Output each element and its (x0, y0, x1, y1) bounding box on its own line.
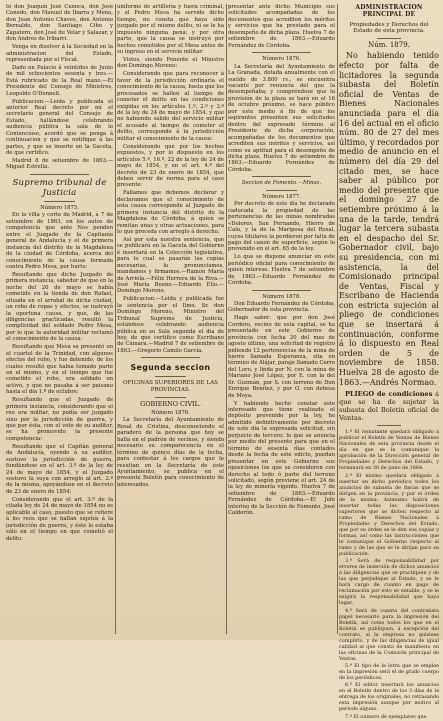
notice-number: Núm. 1879. (368, 41, 410, 49)
condition-item: 3.ª Será de responsabilidad por errores de inserción de dichos anuncios á las diligencias que se practiquen y de las que perjudique al Estado, y se le hará cargo de cuanto en pago de reclamación por esto se entable, y se le exigirá la responsabilidad que haya lugar. (339, 558, 439, 607)
paragraph: to don Joaquín José Cuenca, don José Canedo, don Manuel de Ibarra y Mena, don Juan Antonio Chaves, don Antonio Bernaldo, don Santiago Cibo y Zapatero, don José de Velar y Salazar, y don Andres de Iribarri. (6, 4, 113, 43)
pliego-title: PLIEGO de condiciones (345, 390, 433, 399)
gobierno-civil-heading: GOBIERNO CIVIL. (140, 399, 201, 408)
divider (252, 290, 311, 291)
divider (377, 38, 401, 39)
section-title-segunda-seccion: Segunda seccion (130, 363, 211, 373)
paragraph: Resultando que el Juzgado de primera instancia, considerando que el reo era militar, no podía ser juzgado sino por la jurisdicción de guerra, y que por ésta, con el voto de su auditor, se ha promovido la presente competencia: (6, 397, 113, 442)
pliego-heading (339, 391, 439, 422)
divider (252, 52, 311, 53)
paragraph: Resultando que dicho Juzgado de primera instancia, sabedor de que en la noche del 20 de mayo se había cometido en la tienda de don Rafael, situada en el arrabal de dicha ciudad, un robo de ropas y efectos, se instruyó la oportuna causa, y que, de las diligencias practicadas, resultó la complicidad del soldado Pedro Mesa, por lo que la autoridad militar reclamó el conocimiento de la causa: (6, 271, 113, 343)
administration-subheading: Propiedades y Derechos del Estado de esta provincia. (349, 21, 429, 35)
paragraph: Venga en disolver á la Sociedad en la administracion del Estado, representada por el Fiscal. (6, 44, 113, 64)
paragraph: Resultando que el Capitán general de Andalucía, oyendo á su auditor, sostuvo la jurisdicción de guerra, fundándose en el art. 3.º de la ley de 24 de mayo de 1854, y el Juzgado sostuvo la suya con arreglo al art. 2.º de la misma, apoyándose en el decreto de 23 de enero de 1854: (6, 443, 113, 495)
paragraph: Lo que se dispone anunciar en este periódico oficial para conocimiento de quien interese. Huelva 7 de setiembre de 1863.—Eduardo Fernández de Córdoba. (228, 254, 335, 287)
paragraph: Publicacion.—Leida y publicada fue la sentencia por el Ilmo. Sr. don Domingo Moreno, Ministro del Tribunal Supremo de Justicia, estándose celebrando audiencia pública en su Sala segunda el dia de hoy, de que certifico como Escribano de Cámara.—Madrid 7 de setiembre de 1863.—Gregorio Camilo García. (117, 296, 224, 354)
notice-number: Número 1875. (40, 204, 79, 211)
paragraph: Así por esta nuestra sentencia, que se publicará en la Gaceta del Gobierno é insertará en la Colección legislativa, para lo cual se pasarán las copias necesarias, lo pronunciamos, mandamos y firmamos.—Ramon María de Arriola.—Félix Herrera de la Riva.—José María Bueno.—Eduardo Elío.—Domingo Moreno. (117, 236, 224, 295)
paragraph: Considerando que para reconocer á favor de la jurisdicción ordinaria el conocimiento de la causa, basta que los procesados se hallen al tiempo de cometer el delito en las condiciones exigidas en los artículos 1.º, 2.º y 3.º de la ley de 24 de mayo de 1854, y que no habiendo salido del servicio militar el acusado al tiempo de cometer el delito, corresponde á la jurisdicción militar el conocimiento de la causa: (117, 71, 224, 142)
paragraph: En la villa y corte de Madrid, á 7 de setiembre de 1863, en los autos de competencia que ante Nos penden entre el Juzgado de la Capitanía general de Andalucía y el de primera instancia del distrito de la Magdalena de la ciudad de Córdoba, acerca del conocimiento de la causa formada contra Pedro Mesa, por hurto: (6, 212, 113, 270)
condition-item: 4.ª Será de cuenta del contratista papel necesario para la impresión del Boletín, así como todos los que en el Boletín se publiquen, á excepción del contrato, si la empresa no quisiese cumplirlo, y de las diligencias de igual calidad al que consta de manifiesto en las oficinas de la Comisión principal de Ventas. (339, 607, 439, 662)
divider (30, 174, 89, 175)
paragraph: Vistos, siendo Ponente el Ministro don Domingo Moreno: (117, 57, 224, 70)
paragraph: Considerando que el art. 3.º de la citada ley de 24 de mayo de 1854 no es aplicable al caso, puesto que se refiere á los reos que se hallan sujetos á la jurisdicción de guerra, y éste lo estaba sólo en el tiempo en que cometió el delito: (6, 496, 113, 542)
section-subtitle: OFICINAS SUPERIORES DE LAS PROVINCIAS. (123, 379, 218, 393)
column-divider (337, 4, 338, 634)
divider (155, 376, 186, 377)
divider (155, 397, 186, 398)
paragraph: Fallamos que debemos declarar y declaramos que el conocimiento de esta causa corresponde al Juzgado de primera instancia del distrito de la Magdalena de Córdoba, á quien se remitan unas y otras actuaciones, para lo que proceda con arreglo á derecho. (117, 190, 224, 235)
paragraph: Publicacion.—Leida y publicada el anterior Real decreto por mí el secretario general del Consejo de Estado, hallándose celebrando audiencia pública la sala de lo Contencioso, acordó que se ponga á continuacion y que se notifique á las partes, y que se inserte en la Gaceta, de que certifico. (6, 98, 113, 157)
notice-number: Número 1876. (262, 56, 301, 63)
paragraph: uniforme de artillería y fuera criminal, y el Pedro Mesa ha servido dicho tiempo, no consta que haya sido juzgado por el mismo delito, ni se le ha impuesto ninguna pena; y por otra parte, que la causa se instruyó por hechos cometidos por el Mesa antes de su ingreso en el servicio militar: (117, 4, 224, 56)
paragraph: Don Eduardo Fernández de Córdoba, Gobernador de esta provincia. (228, 300, 335, 314)
paragraph: Y habiendo hecho constar este interesado que tiene realizado el depósito prevenido por la ley, he admitido definitivamente por decreto de este día la expresada solicitud, sin perjuicio de tercero; lo que se anuncia por medio del presente para que en el término de sesenta días contados desde la fecha de este edicto, puedan presentar en este Gobierno sus oposiciones los que se consideren con derecho al todo ó parte del terreno solicitado, según previene el art. 24 de la ley de minería vigente. Huelva 7 de setiembre de 1863.—Eduardo Fernández de Córdoba.—El Jefe interino de la Sección de Fomento, José Calderón. (228, 400, 335, 517)
divider (266, 190, 297, 191)
divider (252, 176, 311, 177)
paragraph: La Secretaría del Ayuntamiento de Rosal de Cristina, desconociendo el paradero de la persona que hoy se halla en el padrón de vecinos, y siendo necesario su comparecencia en el término de quince días de la fecha, para contestar á los cargos que le resultan en la Secretaría de este Ayuntamiento, se publica en el presente Boletín para conocimiento de interesados. (117, 417, 224, 488)
notice-number: Número 1876. (151, 409, 190, 416)
paragraph: Hago saber: que por don José Cordero, vecino de esta capital, se ha presentado en este Gobierno de provincia con fecha 20 del mes de agosto último, una solicitud de registro pidiendo 12 pertenencias de la mina de hierro llamada Esperanza, sita en término de Alájar, paraje llamado Cerro del Loro, y linda por N. con la mina de Mariano José López, por E. con la del Sr. Guzmán, por S. con terreno de Don Enrique Benítez, y por O. con dehesa de Moya. (228, 315, 335, 399)
paragraph: presentar ante dicho Municipio sus solicitudes acompañadas de los documentos que acrediten los méritos y servicios que ha prestado para el desempeño de dicha plaza. Huelva 7 de setiembre de 1863.—Eduardo Fernández de Córdoba. (228, 4, 335, 49)
administration-heading: ADMINISTRACION PRINCIPAL DE (355, 4, 423, 19)
divider (377, 425, 401, 426)
column-4 (339, 4, 439, 721)
notice-number: Número 1877. (262, 193, 301, 200)
paragraph: Madrid 8 de setiembre de 1863.—Miguel Estrella. (6, 157, 113, 171)
condition-item: 2.ª El mismo quedará obligado á insertar en dicho periódico todos los anuncios de subasta de fincas que se dirigen en la provincia, y por el órden de la misma. Asimismo habrá de insertar todas las disposiciones superiores que se dicten respecto al ramo de Bienes Nacionales á Propiedades y Derechos del Estado, que por su órden se le den sus copias y formas, así como las instrucciones que le comunique el Gobierno respecto al ramo y de las que se le dirijan para su publicación. (339, 472, 439, 557)
column-divider (115, 4, 116, 634)
paragraph: Dado en Palacio á veintidos de Junio de mil ochocientos sesenta y tres.—Está rubricado de la Real mano.—El Presidente del Consejo de Ministros, Leopoldo O'Donnell. (6, 64, 113, 97)
paragraph: Por decreto de este día he declarado caducada la propiedad de las pertenencias de las minas nombradas «Dolores, San Fernando, Hierro de Cala, y la de la Mariposa del Rosal, cuyos titulares la perdieron por falta de pago del canon de superficie, según lo prevenido en el art. 65 de la ley. (228, 201, 335, 253)
notice-number: Número 1878. (262, 293, 301, 300)
paragraph: La Secretaría del Ayuntamiento de La Granada, dotada anualmente con el sueldo de 3.800 rs., se encuentra vacante por renuncia del que la desempeñaba; y compréndose que la provisión de la plaza se hará en el 16 de octubre próximo, se hace público por este medio á fin de que los aspirantes presenten sus solicitudes dentro del expresado término al Presidente de dicha corporación, acompañadas de los documentos que acrediten sus méritos y servicios, así como su aptitud para el desempeño de dicha plaza. Huelva 7 de setiembre de 1863.—Eduardo Fernández de Córdoba. (228, 63, 335, 173)
condition-item: 7.ª El número de ejemplares que (345, 713, 427, 720)
condition-item: 6.ª El editor insertará los anuncios en el Boletín dentro de los 3 días de la entrega de los originales, no retrasando esta impresión aunque por motivo al periodo alguno. (339, 682, 439, 713)
paragraph: Resultando que Mesa se presentó en el cuartel de la Trinidad, con algunos efectos del robo, y fue detenido, de los cuales resultó que había tomado parte en el mismo, y en el tiempo que fue cometido el robo, era soldado en activo, y que no pasaba á ser paisano hasta el dia 1.º de octubre: (6, 344, 113, 396)
column-1 (6, 4, 113, 543)
paragraph: Considerando que por los hechos expuestos, y por lo dispuesto en los artículos 5.º, 16.º, 22 de la ley de 24 de mayo de 1854, y en el art. 4.º del decreto de 23 de enero de 1854, que deben servir de norma para el caso presente: (117, 143, 224, 189)
pliego-subtitle: á que se ha de sujetar la subasta del Boletín oficial de Ventas. (339, 390, 439, 422)
condition-item: 1.ª El rematante quedará obligado á publicar el Boletín de Ventas de Bienes Nacionales de esta provincia desde el día en que se le comunique la aprobación de la Dirección general de Propiedades y Derechos del Estado, y terminará en 30 de junio de 1864. (339, 429, 439, 472)
section-title-supreme-tribunal: Supremo tribunal de Justicia (12, 177, 107, 198)
auction-notice: No habiendo tenido efecto por falta de licitadores la segunda subasta del Boletín oficial de Ventas de Bienes Nacionales anunciada para el día 16 del actual en el oficio núm. 80 de 27 del mes último, y recordados por medio de anuncio en el número del día 29 del citado mes, se hace saber al público por medio del presente que el domingo 27 de setiembre próximo á la una de la tarde, tendrá lugar la tercera subasta en el despacho del Sr. Gobernador civil, bajo su presidencia, con mi asistencia, la del Comisionado principal de Ventas, Fiscal y Escribano de Hacienda con estricta sujeción al pliego de condiciones que se insertará á continuación, conforme á lo dispuesto en Real orden de 5 de noviembre de 1858. Huelva 28 de agosto de 1863.—Andrés Normao. (339, 51, 439, 387)
column-3 (228, 4, 335, 518)
divider (44, 201, 75, 202)
condition-item: 5.ª El tipo de la letra que se emplee en la impresión será el de grado cuerpo de los periódicos. (339, 662, 439, 681)
section-title-fomento: Seccion de Fomento.—Minas. (241, 180, 322, 187)
column-2 (117, 4, 224, 490)
divider (141, 357, 200, 358)
column-divider (226, 4, 227, 634)
